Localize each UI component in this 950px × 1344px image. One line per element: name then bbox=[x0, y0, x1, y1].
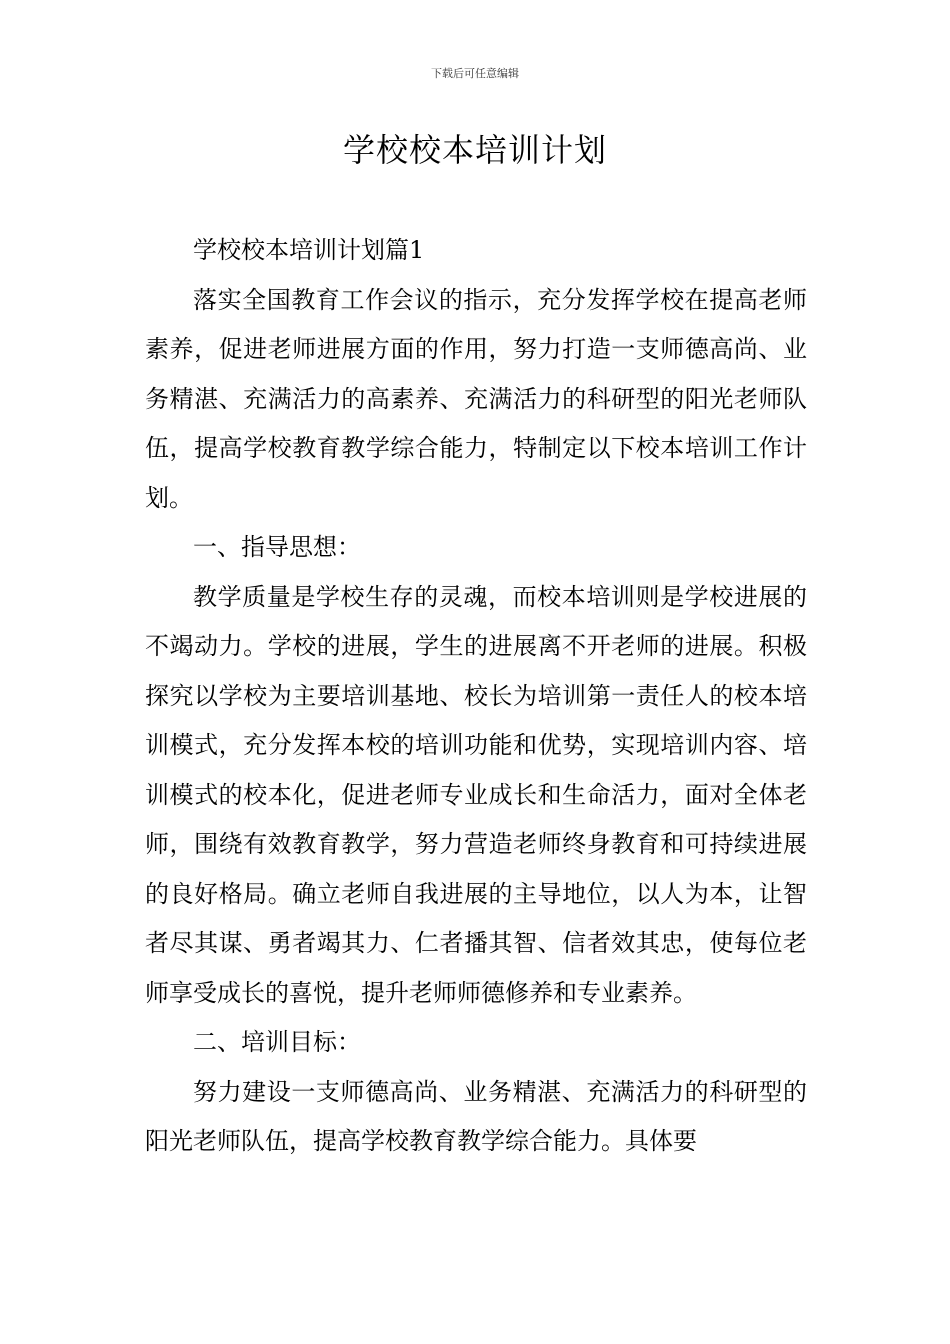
document-title: 学校校本培训计划 bbox=[342, 131, 607, 169]
section-heading-guiding-ideology: 一、指导思想： bbox=[193, 533, 361, 561]
section-heading-training-goals: 二、培训目标： bbox=[193, 1028, 361, 1056]
subtitle-paragraph: 学校校本培训计划篇1 bbox=[193, 236, 425, 264]
document-body bbox=[145, 226, 807, 1167]
training-goals-paragraph: 努力建设一支师德高尚、业务精湛、充满活力的科研型的阳光老师队伍，提高学校教育教学综合能力。具体要 bbox=[145, 1077, 807, 1155]
intro-paragraph: 落实全国教育工作会议的指示，充分发挥学校在提高老师素养，促进老师进展方面的作用，努力打造一支师德高尚、业务精湛、充满活力的高素养、充满活力的科研型的阳光老师队伍，提高学校教育教学综合能力，特制定以下校本培训工作计划。 bbox=[145, 285, 807, 512]
guiding-ideology-paragraph: 教学质量是学校生存的灵魂，而校本培训则是学校进展的不竭动力。学校的进展，学生的进展离不开老师的进展。积极探究以学校为主要培训基地、校长为培训第一责任人的校本培训模式，充分发挥本校的培训功能和优势，实现培训内容、培训模式的校本化，促进老师专业成长和生命活力，面对全体老师，围绕有效教育教学，努力营造老师终身教育和可持续进展的良好格局。确立老师自我进展的主导地位，以人为本，让智者尽其谋、勇者竭其力、仁者播其智、信者效其忠，使每位老师享受成长的喜悦，提升老师师德修养和专业素养。 bbox=[145, 582, 807, 1007]
page-header-note: 下载后可任意编辑 bbox=[431, 67, 519, 80]
